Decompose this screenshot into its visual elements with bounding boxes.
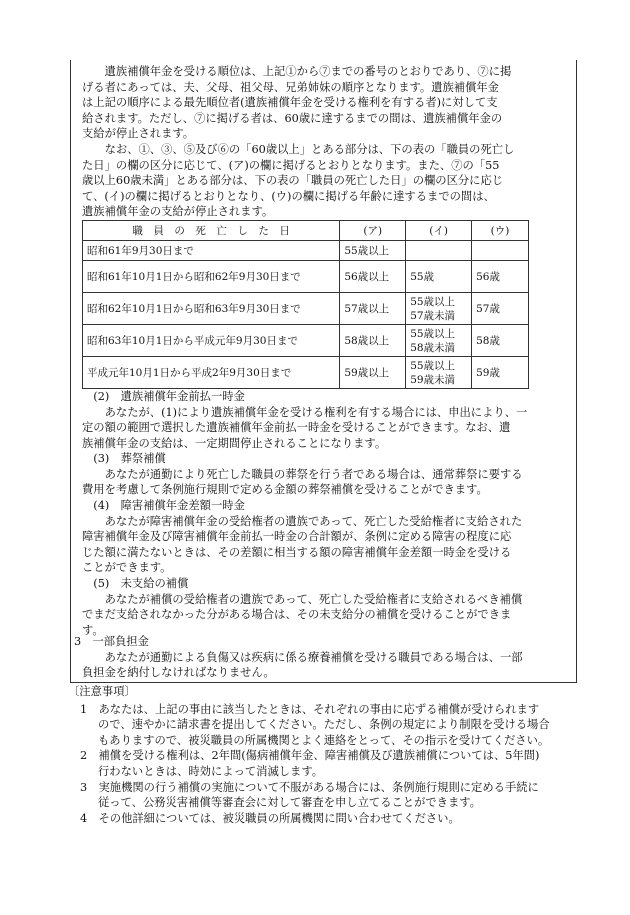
section-heading: (2) 遺族補償年金前払一時金 xyxy=(93,390,245,403)
table-cell: 平成元年10月1日から平成2年9月30日まで xyxy=(83,357,340,389)
paragraph-note xyxy=(82,142,568,220)
table-cell: 55歳 xyxy=(406,261,472,293)
text-line: は上記の順序による最先順位者(遺族補償年金を受ける権利を有する者)に対して支 xyxy=(82,96,498,110)
text-line: 従って、公務災害補償等審査会に対して審査を申し立てることができます。 xyxy=(98,796,481,810)
table-cell: 55歳以上 59歳未満 xyxy=(406,357,472,389)
table-cell: 昭和63年10月1日から平成元年9月30日まで xyxy=(83,325,340,357)
text-line: ので、速やかに請求書を提出してください。ただし、条例の規定により制限を受ける場合 xyxy=(98,718,550,732)
text-line: 遺族補償年金の支給が停止されます。 xyxy=(82,205,274,219)
table-row xyxy=(83,357,529,389)
text-line: 行わないときは、時効によって消滅します。 xyxy=(98,764,324,778)
text-line: でまだ支給されなかった分がある場合は、その未支給分の補償を受けることができま xyxy=(82,608,512,622)
note-item xyxy=(68,702,578,749)
text-line: あなたが補償の受給権者の遺族であって、死亡した受給権者に支給されるべき補償 xyxy=(104,592,523,606)
text-line: あなたが障害補償年金の受給権者の遺族であって、死亡した受給権者に支給された xyxy=(104,514,523,528)
text-line: 4 その他詳細については、被災職員の所属機関に問い合わせてください。 xyxy=(80,811,460,825)
section-heading: (5) 未支給の補償 xyxy=(93,577,189,590)
header-cell: (ア) xyxy=(340,221,406,241)
table-row xyxy=(83,241,529,261)
table-cell: 57歳 xyxy=(472,293,529,325)
text-line: 定の額の範囲で選択した遺族補償年金前払一時金を受けることができます。なお、遺 xyxy=(82,421,511,435)
section-lump-sum xyxy=(82,389,568,451)
table-cell: 56歳以上 xyxy=(340,261,406,293)
text-line: 遺族補償年金を受ける順位は、上記①から⑦までの番号のとおりであり、⑦に掲 xyxy=(104,65,512,78)
text-line: て、(イ)の欄に掲げるとおりとなり、(ウ)の欄に掲げる年齢に達するまでの間は、 xyxy=(82,189,495,203)
table-cell: 昭和62年10月1日から昭和63年9月30日まで xyxy=(83,293,340,325)
text-line: あなたが通勤により死亡した職員の葬祭を行う者である場合は、通常葬祭に要する xyxy=(104,467,523,481)
note-item xyxy=(68,811,578,827)
header-cell: (イ) xyxy=(406,221,472,241)
text-line: じた額に満たないときは、その差額に相当する額の障害補償年金差額一時金を受ける xyxy=(82,545,512,559)
table-cell: 58歳以上 xyxy=(340,325,406,357)
text-line: あなたが通勤による負傷又は疾病に係る療養補償を受ける職員である場合は、一部 xyxy=(104,650,523,664)
text-line: 給されます。ただし、⑦に掲げる者は、60歳に達するまでの間は、遺族補償年金の xyxy=(82,111,503,125)
notes-heading: 〔注意事項〕 xyxy=(68,685,136,698)
note-item xyxy=(68,748,578,779)
text-line: 支給が停止されます。 xyxy=(82,127,195,141)
section-heading: 3 一部負担金 xyxy=(74,635,149,648)
age-table xyxy=(82,220,529,389)
table-cell: 昭和61年10月1日から昭和62年9月30日まで xyxy=(83,261,340,293)
text-line: た日」の欄の区分に応じて、(ア)の欄に掲げるとおりとなります。また、⑦の「55 xyxy=(82,158,500,172)
text-line: なお、①、③、⑤及び⑥の「60歳以上」とある部分は、下の表の「職員の死亡し xyxy=(104,143,515,156)
text-line: 歳以上60歳未満」とある部分は、下の表の「職員の死亡した日」の欄の区分に応じ xyxy=(82,174,504,188)
header-cell: 職 員 の 死 亡 し た 日 xyxy=(83,221,340,241)
section-heading: (3) 葬祭補償 xyxy=(93,452,166,465)
note-item xyxy=(68,780,578,811)
header-cell: (ウ) xyxy=(472,221,529,241)
text-line: もありますので、被災職員の所属機関とよく連絡をとって、その指示を受けてください。 xyxy=(98,733,550,747)
table-cell: 55歳以上 57歳未満 xyxy=(406,293,472,325)
section-heading: (4) 障害補償年金差額一時金 xyxy=(93,499,245,512)
table-row xyxy=(83,261,529,293)
notes-section xyxy=(68,684,578,826)
text-line: す。 xyxy=(82,623,104,637)
paragraph-order xyxy=(82,64,568,142)
section-unpaid xyxy=(82,576,568,638)
table-cell: 55歳以上 58歳未満 xyxy=(406,325,472,357)
section-funeral xyxy=(82,451,568,498)
table-cell: 57歳以上 xyxy=(340,293,406,325)
text-line: 費用を考慮して条例施行規則で定める金額の葬祭補償を受けることができます。 xyxy=(82,483,488,497)
text-line: 2 補償を受ける権利は、2年間(傷病補償年金、障害補償及び遺族補償については、5年間) xyxy=(80,749,540,763)
table-cell xyxy=(406,241,472,261)
table-cell: 59歳 xyxy=(472,357,529,389)
table-cell: 昭和61年9月30日まで xyxy=(83,241,340,261)
table-cell: 59歳以上 xyxy=(340,357,406,389)
section-disability-difference xyxy=(82,498,568,576)
text-line: げる者にあっては、夫、父母、祖父母、兄弟姉妹の順序となります。遺族補償年金 xyxy=(82,80,499,94)
text-line: 族補償年金の支給は、一定期間停止されることになります。 xyxy=(82,436,387,450)
text-line: あなたが、(1)により遺族補償年金を受ける権利を有する場合には、申出により、一 xyxy=(104,405,528,419)
text-line: 負担金を納付しなければなりません。 xyxy=(82,666,275,680)
table-cell: 55歳以上 xyxy=(340,241,406,261)
text-line: ことができます。 xyxy=(82,561,172,575)
table-header-row xyxy=(83,221,529,241)
table-row xyxy=(83,293,529,325)
text-line: 3 実施機関の行う補償の実施について不服がある場合には、条例施行規則に定める手続に xyxy=(80,780,539,794)
text-line: 1 あなたは、上記の事由に該当したときは、それぞれの事由に応ずる補償が受けられます xyxy=(80,702,540,716)
table-row xyxy=(83,325,529,357)
table-cell: 56歳 xyxy=(472,261,529,293)
section-copayment xyxy=(74,634,570,681)
table-cell: 58歳 xyxy=(472,325,529,357)
table-cell xyxy=(472,241,529,261)
text-line: 障害補償年金及び障害補償年金前払一時金の合計額が、条例に定める障害の程度に応 xyxy=(82,530,512,544)
